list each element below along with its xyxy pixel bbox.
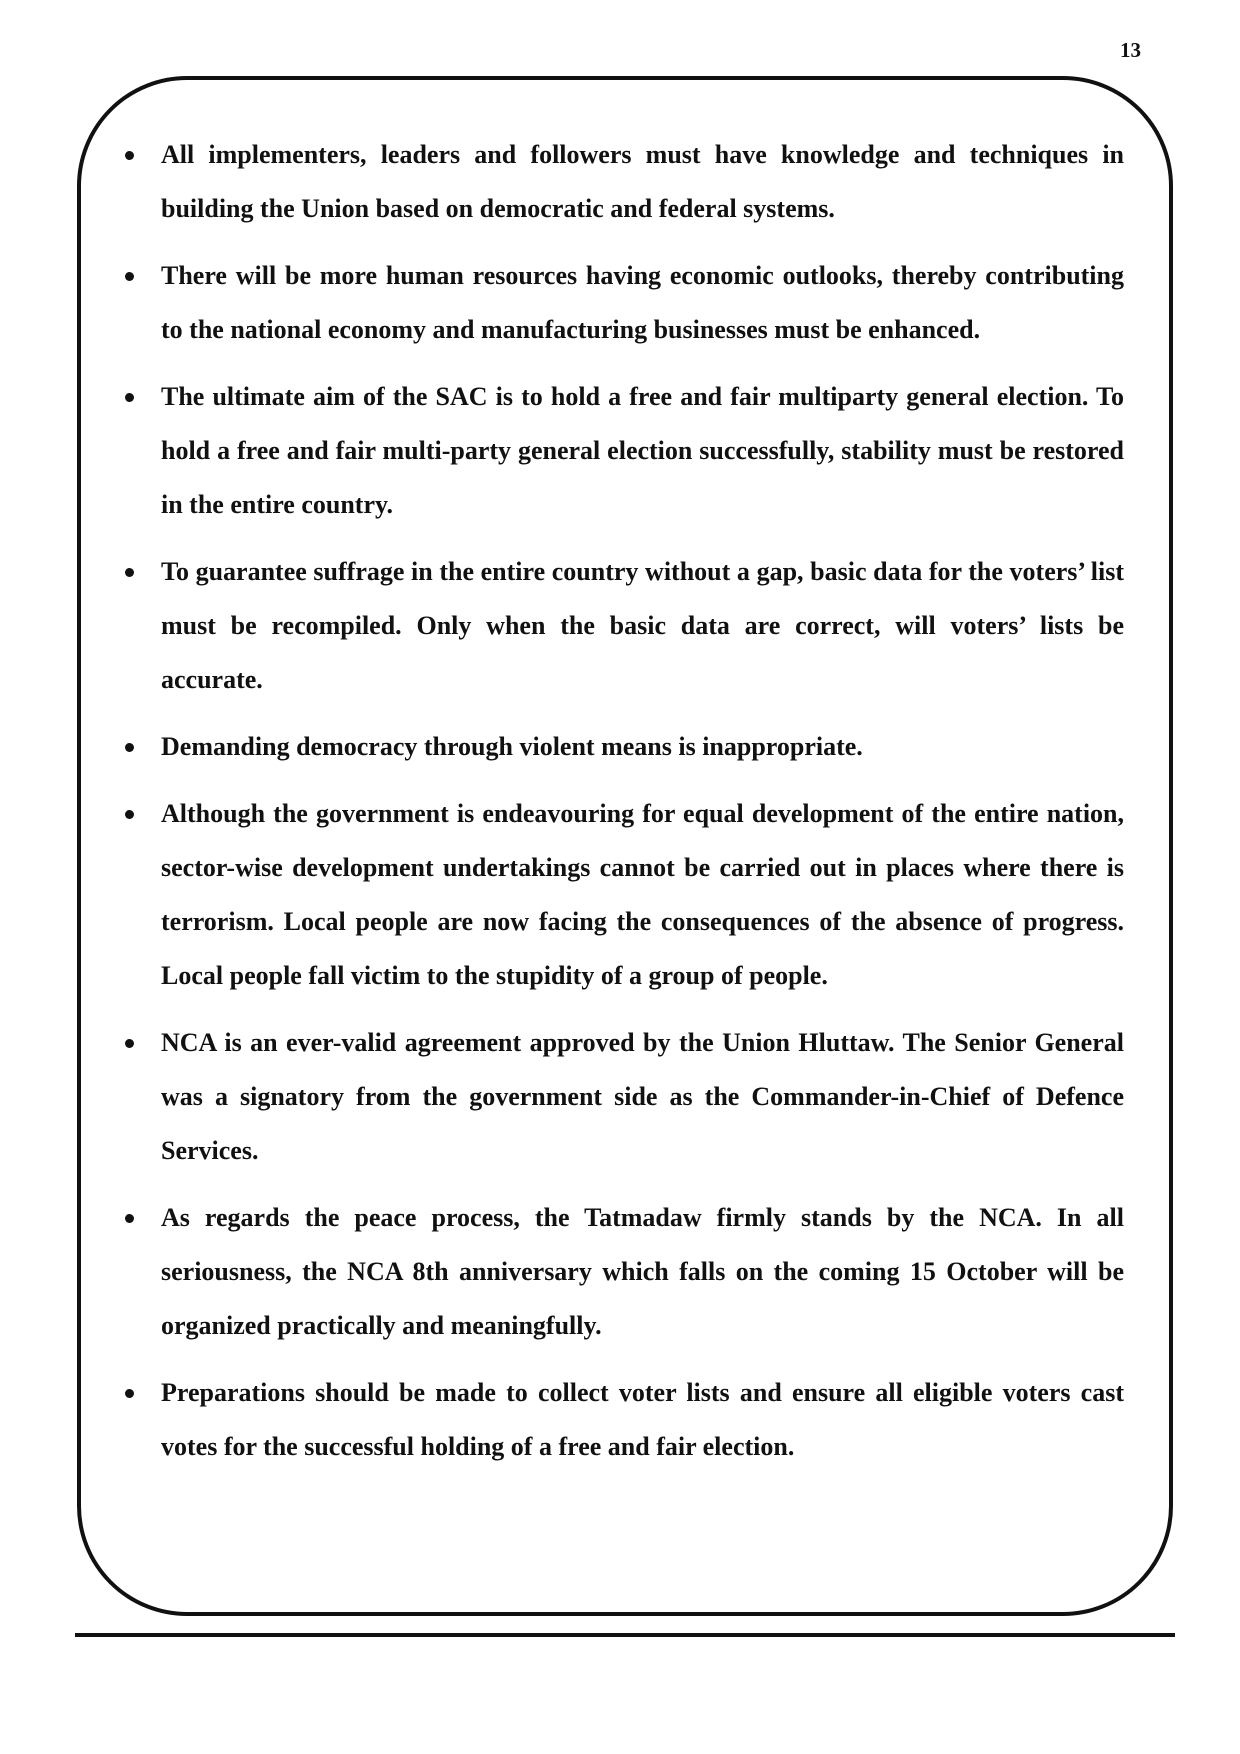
bullet-list [119,128,1124,1487]
bullet-text: As regards the peace process, the Tatmadaw firmly stands by the NCA. In all seriousness, the NCA 8th anniversary which falls on the coming 15 October will be organized practically and meaningfully. [161,1203,1124,1340]
bullet-text: Preparations should be made to collect voter lists and ensure all eligible voters cast votes for the successful holding of a free and fair election. [161,1378,1124,1461]
bullet-item [119,1366,1124,1474]
bullet-text: All implementers, leaders and followers must have knowledge and techniques in building the Union based on democratic and federal systems. [161,140,1124,223]
bullet-icon [125,810,134,819]
bullet-icon [125,151,134,160]
bullet-item [119,545,1124,707]
page-number: 13 [1120,38,1141,62]
bullet-icon [125,1214,134,1223]
bullet-item [119,370,1124,532]
bullet-icon [125,1039,134,1048]
bullet-item [119,1016,1124,1178]
bullet-icon [125,393,134,402]
bullet-item [119,249,1124,357]
bullet-icon [125,1389,134,1398]
bullet-text: To guarantee suffrage in the entire country without a gap, basic data for the voters’ list must be recompiled. Only when the basic data are correct, will voters’ lists be accurate. [161,557,1124,694]
bullet-item [119,720,1124,774]
bullet-icon [125,568,134,577]
bullet-item [119,787,1124,1003]
bullet-icon [125,272,134,281]
bullet-text: Although the government is endeavouring for equal development of the entire nation, sector-wise development undertakings cannot be carried out in places where there is terrorism. Local people are now facing the consequences of the absence of progress. Local people fall victim to the stupidity of a group of people. [161,799,1124,990]
footer-rule [75,1633,1175,1637]
bullet-text: Demanding democracy through violent means is inappropriate. [161,732,863,761]
bullet-text: The ultimate aim of the SAC is to hold a free and fair multiparty general election. To hold a free and fair multi-party general election successfully, stability must be restored in the entire country. [161,382,1124,519]
bullet-item [119,128,1124,236]
bullet-icon [125,743,134,752]
bullet-text: NCA is an ever-valid agreement approved by the Union Hluttaw. The Senior General was a signatory from the government side as the Commander-in-Chief of Defence Services. [161,1028,1124,1165]
bullet-text: There will be more human resources having economic outlooks, thereby contributing to the national economy and manufacturing businesses must be enhanced. [161,261,1124,344]
bullet-item [119,1191,1124,1353]
